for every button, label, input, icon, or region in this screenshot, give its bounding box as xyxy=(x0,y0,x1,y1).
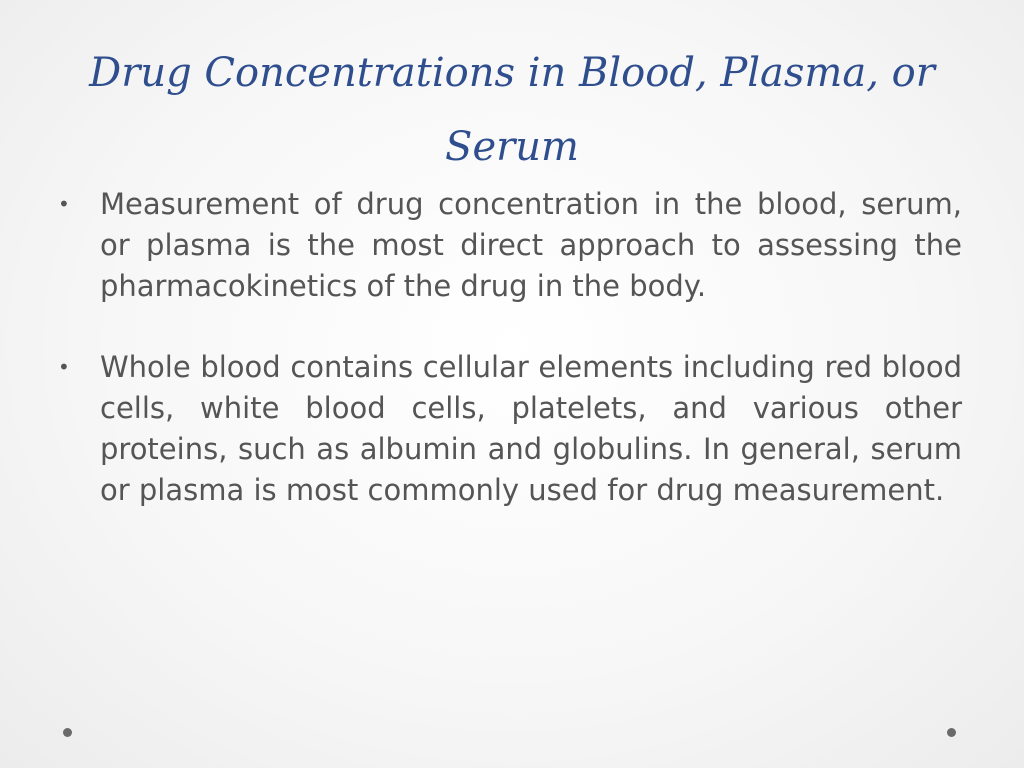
decorative-dot-icon xyxy=(63,728,72,737)
bullet-text: Whole blood contains cellular elements including red blood cells, white blood cells, platelets, and various other proteins, such as albumin and globulins. In general, serum or plasma is most commonly used for drug measurement. xyxy=(100,350,962,507)
bullet-item xyxy=(56,347,962,511)
bullet-icon: • xyxy=(58,192,70,216)
slide-title: Drug Concentrations in Blood, Plasma, or Serum xyxy=(89,50,935,170)
bullet-list xyxy=(56,184,962,511)
bullet-item xyxy=(56,184,962,307)
decorative-dot-icon xyxy=(947,728,956,737)
bullet-text: Measurement of drug concentration in the blood, serum, or plasma is the most direct approach to assessing the pharmacokinetics of the drug in the body. xyxy=(100,187,962,303)
bullet-icon: • xyxy=(58,355,70,379)
